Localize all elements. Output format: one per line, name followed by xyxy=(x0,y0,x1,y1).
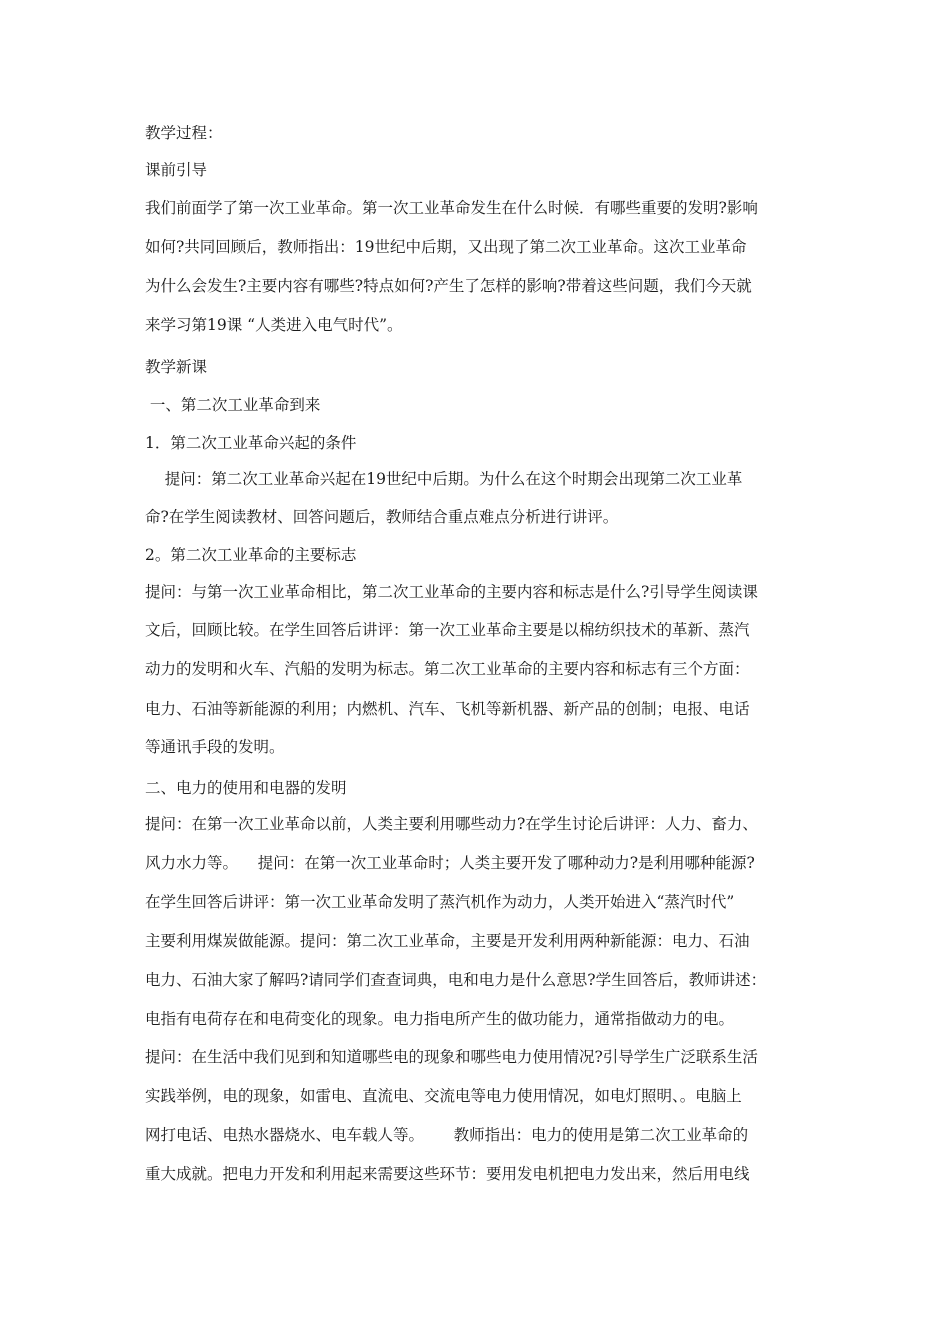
paragraph-line: 实践举例，电的现象，如雷电、直流电、交流电等电力使用情况，如电灯照明、。电脑上 xyxy=(145,1087,742,1105)
paragraph-line: 电力、石油大家了解吗?请同学们查查词典，电和电力是什么意思?学生回答后，教师讲述： xyxy=(145,971,767,989)
paragraph-line: 命?在学生阅读教材、回答问题后，教师结合重点难点分析进行讲评。 xyxy=(145,508,619,526)
paragraph-line: 风力水力等。 提问：在第一次工业革命时；人类主要开发了哪种动力?是利用哪种能源? xyxy=(145,854,755,872)
section-heading-1: 一、第二次工业革命到来 xyxy=(145,396,321,414)
heading-teaching-process: 教学过程： xyxy=(145,124,223,142)
paragraph-line: 网打电话、电热水器烧水、电车载人等。 教师指出：电力的使用是第二次工业革命的 xyxy=(145,1126,749,1144)
section-heading-2: 二、电力的使用和电器的发明 xyxy=(145,779,347,797)
paragraph-line: 电指有电荷存在和电荷变化的现象。电力指电所产生的做功能力，通常指做动力的电。 xyxy=(145,1010,735,1028)
paragraph-line: 我们前面学了第一次工业革命。第一次工业革命发生在什么时候．有哪些重要的发明?影响 xyxy=(145,199,758,217)
subsection-heading-1-2: 2。第二次工业革命的主要标志 xyxy=(145,546,357,564)
paragraph-line: 重大成就。把电力开发和利用起来需要这些环节：要用发电机把电力发出来，然后用电线 xyxy=(145,1165,750,1183)
paragraph-line: 电力、石油等新能源的利用；内燃机、汽车、飞机等新机器、新产品的创制；电报、电话 xyxy=(145,700,750,718)
paragraph-line: 主要利用煤炭做能源。提问：第二次工业革命，主要是开发利用两种新能源：电力、石油 xyxy=(145,932,750,950)
paragraph-line: 提问：第二次工业革命兴起在19世纪中后期。为什么在这个时期会出现第二次工业革 xyxy=(145,470,743,488)
paragraph-line: 如何?共同回顾后，教师指出：19世纪中后期，又出现了第二次工业革命。这次工业革命 xyxy=(145,238,747,256)
paragraph-line: 来学习第19课 “人类进入电气时代”。 xyxy=(145,316,403,334)
paragraph-line: 在学生回答后讲评：第一次工业革命发明了蒸汽机作为动力，人类开始进入“蒸汽时代” xyxy=(145,893,735,911)
paragraph-line: 动力的发明和火车、汽船的发明为标志。第二次工业革命的主要内容和标志有三个方面： xyxy=(145,660,750,678)
paragraph-line: 文后，回顾比较。在学生回答后讲评：第一次工业革命主要是以棉纺织技术的革新、蒸汽 xyxy=(145,621,750,639)
paragraph-line: 提问：在生活中我们见到和知道哪些电的现象和哪些电力使用情况?引导学生广泛联系生活 xyxy=(145,1048,758,1066)
heading-new-lesson: 教学新课 xyxy=(145,358,208,376)
paragraph-line: 提问：在第一次工业革命以前，人类主要利用哪些动力?在学生讨论后讲评：人力、畜力、 xyxy=(145,815,758,833)
paragraph-line: 提问：与第一次工业革命相比，第二次工业革命的主要内容和标志是什么?引导学生阅读课 xyxy=(145,583,758,601)
paragraph-line: 等通讯手段的发明。 xyxy=(145,738,285,756)
heading-pre-class-guide: 课前引导 xyxy=(145,161,208,179)
subsection-heading-1-1: 1．第二次工业革命兴起的条件 xyxy=(145,434,357,452)
paragraph-line: 为什么会发生?主要内容有哪些?特点如何?产生了怎样的影响?带着这些问题，我们今天就 xyxy=(145,277,752,295)
